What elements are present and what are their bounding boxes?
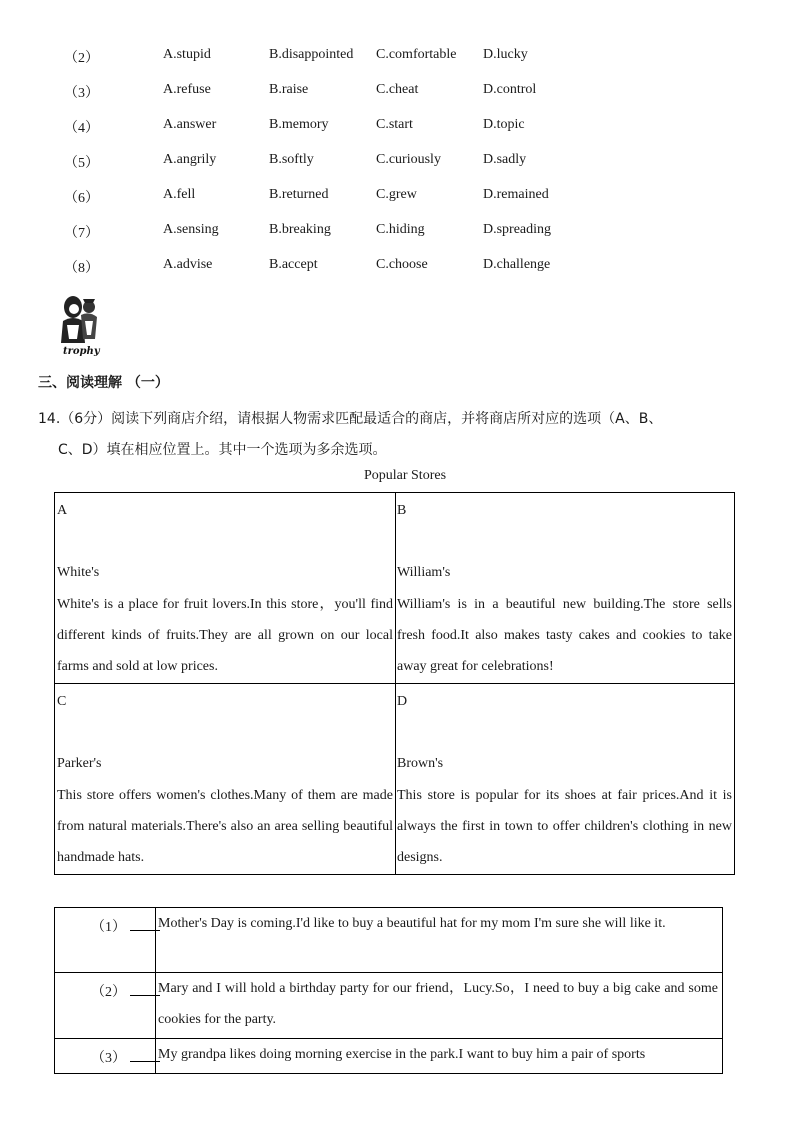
need-number-wrap	[91, 1047, 160, 1067]
divider	[155, 908, 156, 972]
store-cell-a	[55, 493, 395, 683]
store-description: White's is a place for fruit lovers.In this store，you'll find different kinds of fruits.They are all grown on our local farms and sold at low prices.	[57, 597, 393, 674]
option-number: （2）	[64, 51, 99, 66]
store-cell-c	[55, 684, 395, 874]
need-number-wrap	[91, 916, 160, 936]
option-d: D.control	[483, 82, 537, 97]
option-number: （6）	[64, 191, 99, 206]
option-d: D.spreading	[483, 222, 552, 237]
logo-text: trophy	[63, 346, 100, 357]
option-d: D.lucky	[483, 47, 528, 62]
store-cell-b	[395, 493, 734, 683]
option-number: （8）	[64, 261, 99, 276]
store-letter: A	[57, 503, 68, 518]
option-b: B.raise	[269, 82, 309, 97]
option-a: A.answer	[163, 117, 217, 132]
need-text: My grandpa likes doing morning exercise in the park.I want to buy him a pair of sports	[158, 1047, 646, 1062]
option-a: A.sensing	[163, 222, 219, 237]
option-a: A.angrily	[163, 152, 217, 167]
option-number: （4）	[64, 121, 99, 136]
option-number: （5）	[64, 156, 99, 171]
divider	[155, 1039, 156, 1073]
option-b: B.softly	[269, 152, 314, 167]
need-number: （1）	[91, 920, 126, 935]
option-b: B.returned	[269, 187, 329, 202]
need-text: Mary and I will hold a birthday party for our friend，Lucy.So，I need to buy a big cake and some cookies for the party.	[158, 981, 718, 1027]
option-b: B.accept	[269, 257, 318, 272]
need-row	[55, 908, 722, 972]
needs-table	[54, 907, 723, 1074]
divider	[155, 973, 156, 1038]
stores-table	[54, 492, 735, 875]
option-number: （7）	[64, 226, 99, 241]
option-number: （3）	[64, 86, 99, 101]
option-b: B.disappointed	[269, 47, 354, 62]
store-name: William's	[397, 565, 451, 580]
store-description: This store offers women's clothes.Many of them are made from natural materials.There's also an area selling beautiful handmade hats.	[57, 788, 393, 865]
option-d: D.topic	[483, 117, 525, 132]
trophy-logo-icon	[55, 291, 107, 357]
store-letter: D	[397, 694, 408, 709]
store-name: White's	[57, 565, 100, 580]
question-14	[38, 404, 768, 466]
option-a: A.stupid	[163, 47, 211, 62]
store-description: William's is in a beautiful new building.The store sells fresh food.It also makes tasty cakes and cookies to take away great for celebrations!	[397, 597, 732, 674]
option-c: C.choose	[376, 257, 428, 272]
option-c: C.curiously	[376, 152, 441, 167]
store-cell-d	[395, 684, 734, 874]
store-letter: B	[397, 503, 407, 518]
question-line-2: C、D）填在相应位置上。其中一个选项为多余选项。	[58, 442, 387, 458]
option-c: C.grew	[376, 187, 417, 202]
store-letter: C	[57, 694, 67, 709]
need-number: （3）	[91, 1051, 126, 1066]
option-c: C.hiding	[376, 222, 425, 237]
need-text: Mother's Day is coming.I'd like to buy a beautiful hat for my mom I'm sure she will like it.	[158, 916, 666, 931]
option-a: A.fell	[163, 187, 196, 202]
need-number: （2）	[91, 985, 126, 1000]
option-d: D.remained	[483, 187, 549, 202]
stores-caption: Popular Stores	[363, 468, 447, 483]
option-a: A.advise	[163, 257, 213, 272]
store-description: This store is popular for its shoes at fair prices.And it is always the first in town to offer children's clothing in new designs.	[397, 788, 732, 865]
option-b: B.breaking	[269, 222, 331, 237]
option-a: A.refuse	[163, 82, 211, 97]
store-name: Parker's	[57, 756, 102, 771]
need-row	[55, 1039, 722, 1073]
store-name: Brown's	[397, 756, 444, 771]
need-number-wrap	[91, 981, 160, 1001]
option-d: D.challenge	[483, 257, 551, 272]
option-d: D.sadly	[483, 152, 527, 167]
option-c: C.comfortable	[376, 47, 457, 62]
option-c: C.cheat	[376, 82, 419, 97]
question-line-1: 14.（6分）阅读下列商店介绍，请根据人物需求匹配最适合的商店，并将商店所对应的选项（A、B、	[38, 411, 663, 427]
section-title: 三、阅读理解 （一）	[38, 375, 169, 391]
option-c: C.start	[376, 117, 413, 132]
option-b: B.memory	[269, 117, 329, 132]
need-row	[55, 973, 722, 1038]
